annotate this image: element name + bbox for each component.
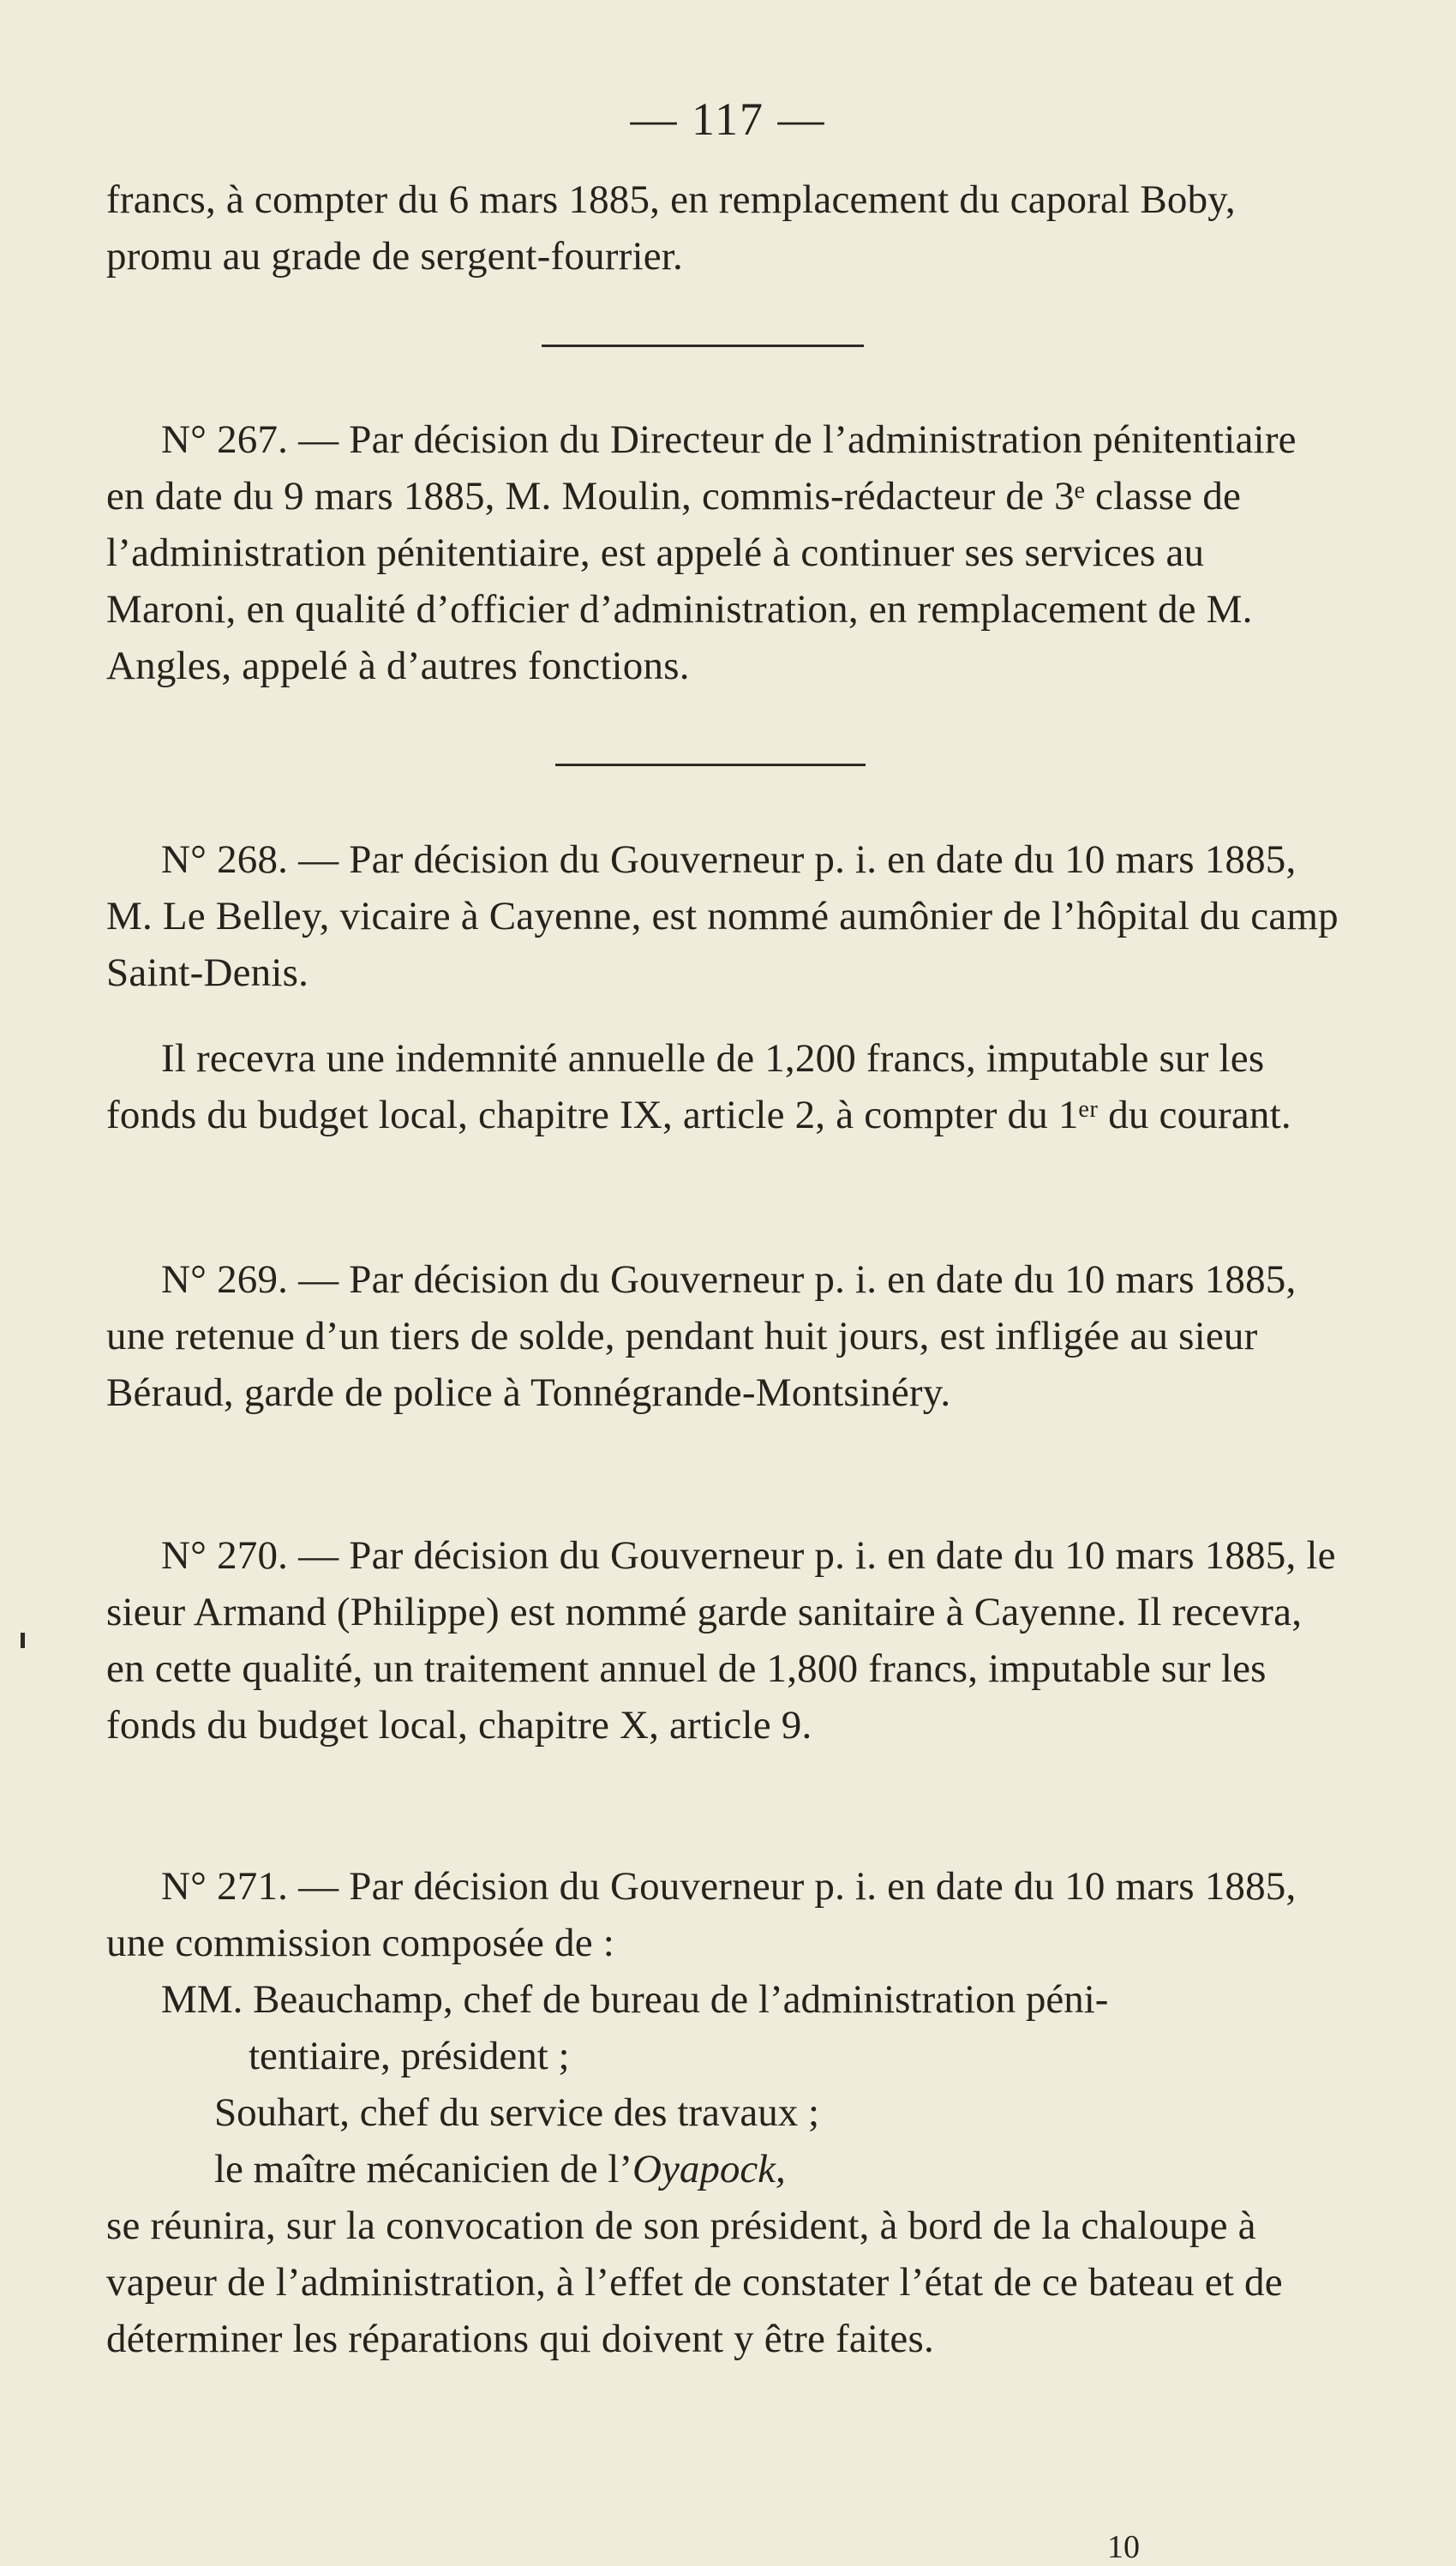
commission-member-beauchamp-continuation: tentiaire, président ; (249, 2034, 570, 2078)
commission-member-mecanicien (214, 2141, 786, 2197)
paragraph-decision-267: N° 267. — Par décision du Directeur de l’administration pénitentiaire en date du 9 mars 1885, M. Moulin, commis-rédacteur de 3ᵉ classe de l’administration pénitentiaire, est appelé à continuer ses services au Maroni, en qualité d’officier d’administration, en remplacement de M. Angles, appelé à d’autres fonctions. (106, 417, 1297, 688)
paragraph-decision-271: N° 271. — Par décision du Gouverneur p. i. en date du 10 mars 1885, une commission composée de : (106, 1864, 1297, 1965)
commission-member-souhart: Souhart, chef du service des travaux ; (214, 2090, 820, 2135)
paragraph-decision-271-conclusion: se réunira, sur la convocation de son président, à bord de la chaloupe à vapeur de l’administration, à l’effet de constater l’état de ce bateau et de déterminer les réparations qui doivent y être faites. (106, 2203, 1283, 2361)
mecanicien-label: le maître mécanicien de l’ (214, 2147, 633, 2191)
paragraph-decision-269: N° 269. — Par décision du Gouverneur p. i. en date du 10 mars 1885, une retenue d’un tiers de solde, pendant huit jours, est infligée au sieur Béraud, garde de police à Tonnégrande-Montsinéry. (106, 1257, 1297, 1415)
ship-name: Oyapock, (632, 2147, 786, 2191)
signature-mark: 10 (1107, 2529, 1140, 2565)
commission-member-beauchamp: MM. Beauchamp, chef de bureau de l’administration péni- (161, 1977, 1109, 2022)
section-divider (542, 345, 864, 347)
section-divider (555, 764, 866, 766)
paragraph-decision-268-continuation: Il recevra une indemnité annuelle de 1,200 francs, imputable sur les fonds du budget local, chapitre IX, article 2, à compter du 1ᵉʳ du courant. (106, 1036, 1291, 1137)
margin-mark (21, 1633, 25, 1648)
paragraph-decision-268: N° 268. — Par décision du Gouverneur p. i. en date du 10 mars 1885, M. Le Belley, vicaire à Cayenne, est nommé aumônier de l’hôpital du camp Saint-Denis. (106, 837, 1339, 995)
paragraph-continuation: francs, à compter du 6 mars 1885, en remplacement du caporal Boby, promu au grade de sergent-fourrier. (106, 177, 1236, 279)
page-number: — 117 — (630, 93, 826, 145)
paragraph-decision-270: N° 270. — Par décision du Gouverneur p. i. en date du 10 mars 1885, le sieur Armand (Philippe) est nommé garde sanitaire à Cayenne. Il recevra, en cette qualité, un traitement annuel de 1,800 francs, imputable sur les fonds du budget local, chapitre X, article 9. (106, 1533, 1336, 1748)
